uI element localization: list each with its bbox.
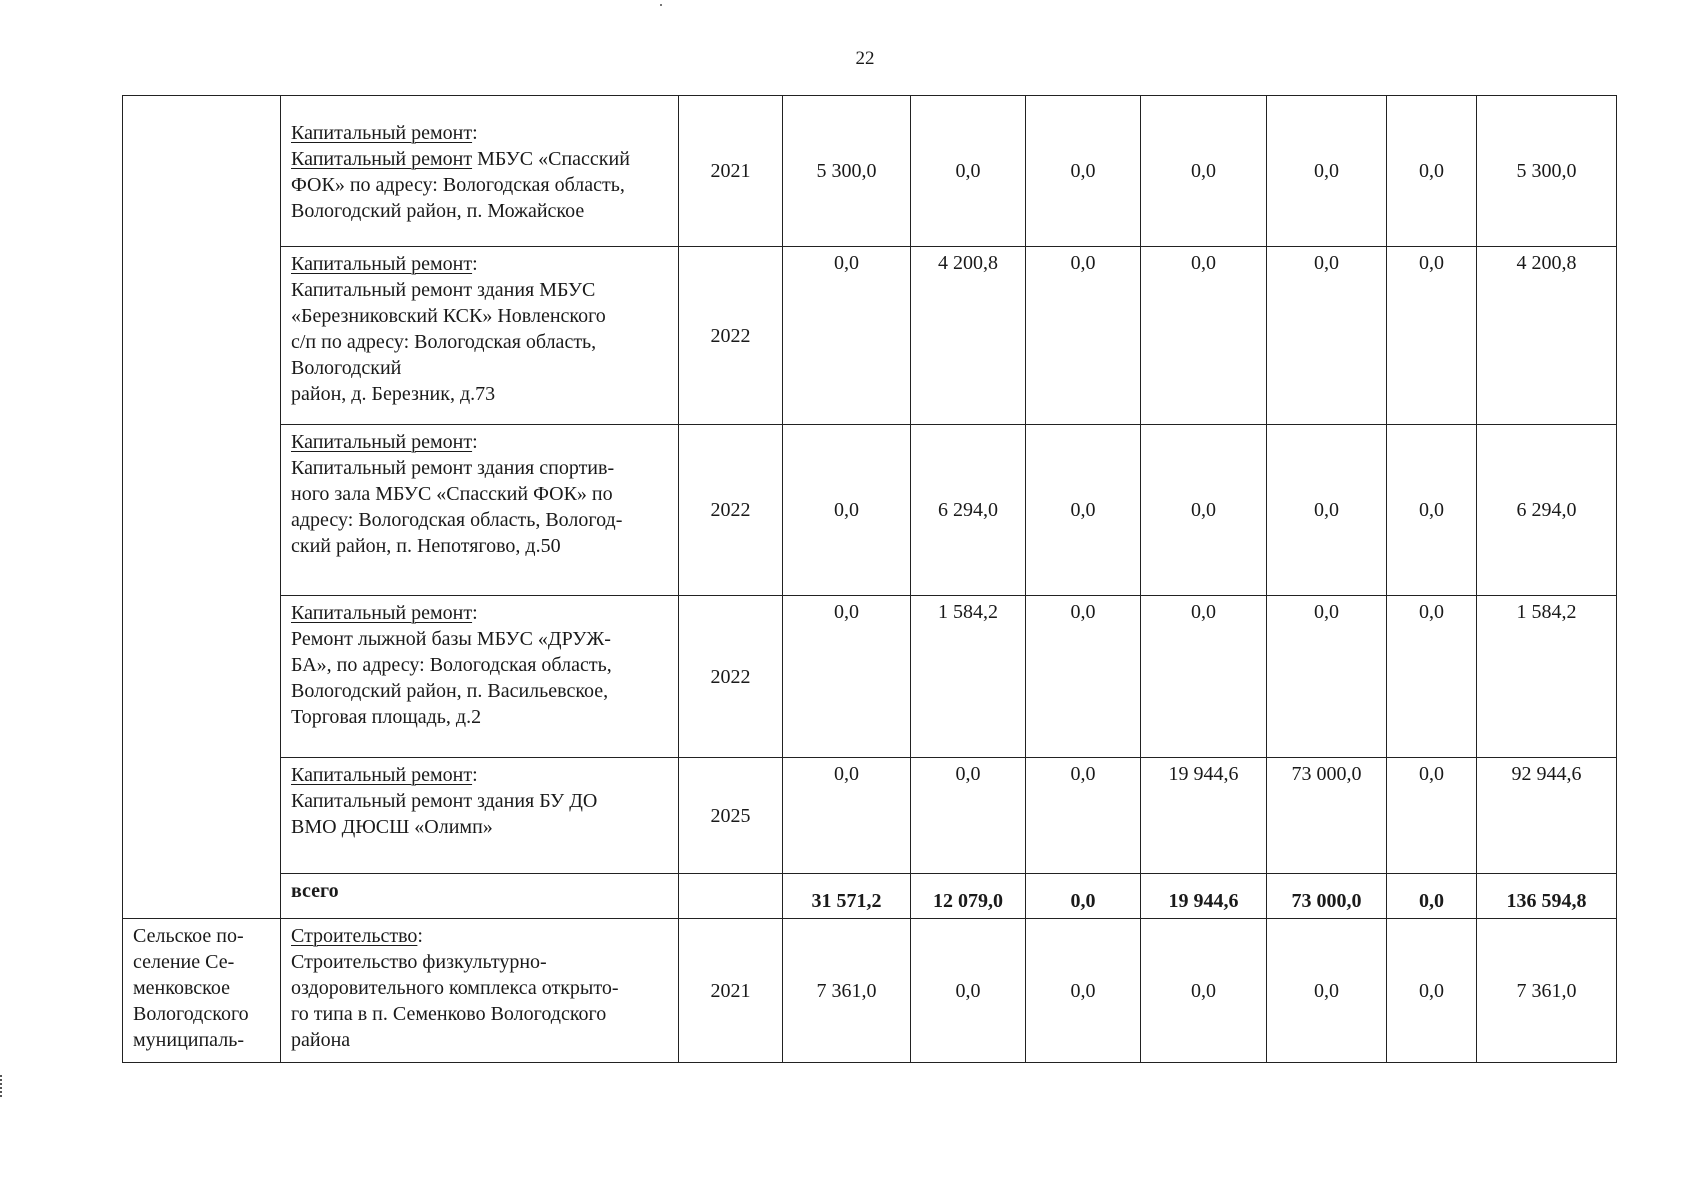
value-cell: 0,0 (1387, 96, 1477, 247)
value-cell: 0,0 (1387, 247, 1477, 425)
value-cell: 0,0 (783, 596, 911, 758)
value-cell-total: 92 944,6 (1477, 758, 1617, 874)
row-text-line: ного зала МБУС «Спасский ФОК» по (291, 483, 613, 505)
row-text-rest: МБУС «Спасский (472, 148, 630, 170)
value-cell: 73 000,0 (1267, 758, 1387, 874)
row-label: Капитальный ремонт (291, 431, 473, 453)
municipality-line: селение Се- (133, 951, 235, 973)
row-text-line: БА», по адресу: Вологодская область, (291, 654, 612, 676)
value-cell: 0,0 (1026, 596, 1141, 758)
value-cell: 5 300,0 (783, 96, 911, 247)
table-row (123, 919, 1617, 1063)
total-value-grand: 136 594,8 (1477, 874, 1617, 919)
table-row (123, 425, 1617, 596)
value-cell-total: 7 361,0 (1477, 919, 1617, 1063)
value-cell: 0,0 (1387, 758, 1477, 874)
row-text-line: адресу: Вологодская область, Вологод- (291, 509, 623, 531)
row-text-line: Строительство физкультурно- (291, 951, 547, 973)
row-label: Капитальный ремонт (291, 253, 473, 275)
value-cell: 0,0 (911, 96, 1026, 247)
value-cell: 0,0 (911, 758, 1026, 874)
row-text-line: го типа в п. Семенково Вологодского (291, 1003, 607, 1025)
value-cell: 6 294,0 (911, 425, 1026, 596)
description-cell: Капитальный ремонт: Капитальный ремонт МБУС «Спасский ФОК» по адресу: Вологодская область, Вологодский район, п. Можайское (281, 96, 679, 247)
description-cell: Капитальный ремонт: Ремонт лыжной базы МБУС «ДРУЖ- БА», по адресу: Вологодская область, Вологодский район, п. Васильевское, Торговая площадь, д.2 (281, 596, 679, 758)
municipality-line: Сельское по- (133, 925, 244, 947)
municipality-line: Вологодского (133, 1003, 249, 1025)
total-value: 73 000,0 (1267, 874, 1387, 919)
table-row (123, 96, 1617, 247)
row-label: Капитальный ремонт (291, 122, 473, 144)
table-row (123, 596, 1617, 758)
row-text-line: с/п по адресу: Вологодская область, (291, 331, 597, 353)
municipality-line: муниципаль- (133, 1029, 244, 1051)
row-text-line: оздоровительного комплекса открыто- (291, 977, 619, 999)
description-cell: Капитальный ремонт: Капитальный ремонт здания БУ ДО ВМО ДЮСШ «Олимп» (281, 758, 679, 874)
total-value: 0,0 (1026, 874, 1141, 919)
row-label: Капитальный ремонт (291, 764, 473, 786)
value-cell: 0,0 (1267, 596, 1387, 758)
description-cell: Капитальный ремонт: Капитальный ремонт здания МБУС «Березниковский КСК» Новленского с/п по адресу: Вологодская область, Вологодский район, д. Березник, д.73 (281, 247, 679, 425)
row-text-line: Капитальный ремонт здания спортив- (291, 457, 615, 479)
value-cell: 0,0 (1026, 758, 1141, 874)
row-text-line: «Березниковский КСК» Новленского (291, 305, 606, 327)
value-cell: 0,0 (1026, 247, 1141, 425)
row-text-line: района (291, 1029, 351, 1051)
year-cell: 2021 (679, 96, 783, 247)
description-cell: Строительство: Строительство физкультурно- оздоровительного комплекса открыто- го типа в п. Семенково Вологодского района (281, 919, 679, 1063)
total-year-empty (679, 874, 783, 919)
total-value: 19 944,6 (1141, 874, 1267, 919)
total-row (123, 874, 1617, 919)
value-cell: 0,0 (1387, 596, 1477, 758)
year-cell: 2021 (679, 919, 783, 1063)
row-text-prefix: Капитальный ремонт (291, 148, 473, 170)
margin-mark (0, 1075, 5, 1097)
year-cell: 2022 (679, 596, 783, 758)
value-cell: 0,0 (911, 919, 1026, 1063)
row-text-line: Вологодский район, п. Васильевское, (291, 680, 609, 702)
row-text-line: Торговая площадь, д.2 (291, 706, 482, 728)
value-cell: 0,0 (1267, 247, 1387, 425)
value-cell: 0,0 (1141, 96, 1267, 247)
municipality-cell-empty (123, 96, 281, 919)
year-cell: 2022 (679, 247, 783, 425)
value-cell: 0,0 (783, 247, 911, 425)
page-number: 22 (855, 48, 875, 69)
budget-table (122, 95, 1617, 1063)
row-text-line: ВМО ДЮСШ «Олимп» (291, 816, 493, 838)
row-label: Капитальный ремонт (291, 602, 473, 624)
year-cell: 2022 (679, 425, 783, 596)
value-cell: 0,0 (1141, 919, 1267, 1063)
row-text-line: Ремонт лыжной базы МБУС «ДРУЖ- (291, 628, 611, 650)
value-cell: 1 584,2 (911, 596, 1026, 758)
row-text-line: Капитальный ремонт здания МБУС (291, 279, 596, 301)
municipality-cell (123, 919, 281, 1063)
row-label: Строительство (291, 925, 418, 947)
value-cell: 0,0 (1141, 425, 1267, 596)
value-cell-total: 4 200,8 (1477, 247, 1617, 425)
value-cell: 0,0 (1267, 425, 1387, 596)
value-cell: 0,0 (1267, 919, 1387, 1063)
municipality-line: менковское (133, 977, 230, 999)
total-value: 31 571,2 (783, 874, 911, 919)
total-value: 12 079,0 (911, 874, 1026, 919)
value-cell: 0,0 (1026, 96, 1141, 247)
value-cell: 19 944,6 (1141, 758, 1267, 874)
value-cell-total: 1 584,2 (1477, 596, 1617, 758)
row-text-line: Вологодский район, п. Можайское (291, 200, 585, 222)
value-cell-total: 5 300,0 (1477, 96, 1617, 247)
description-cell: Капитальный ремонт: Капитальный ремонт здания спортив- ного зала МБУС «Спасский ФОК» по адресу: Вологодская область, Вологод- ский район, п. Непотягово, д.50 (281, 425, 679, 596)
value-cell: 0,0 (1141, 247, 1267, 425)
value-cell: 0,0 (783, 758, 911, 874)
value-cell: 4 200,8 (911, 247, 1026, 425)
row-text-line: Капитальный ремонт здания БУ ДО (291, 790, 598, 812)
total-value: 0,0 (1387, 874, 1477, 919)
table-row (123, 247, 1617, 425)
value-cell: 0,0 (1387, 919, 1477, 1063)
scan-speck (660, 4, 662, 6)
value-cell: 7 361,0 (783, 919, 911, 1063)
value-cell: 0,0 (1141, 596, 1267, 758)
value-cell-total: 6 294,0 (1477, 425, 1617, 596)
year-cell: 2025 (679, 758, 783, 874)
total-label: всего (281, 874, 679, 919)
value-cell: 0,0 (783, 425, 911, 596)
row-text-line: ский район, п. Непотягово, д.50 (291, 535, 561, 557)
row-text-line: район, д. Березник, д.73 (291, 383, 496, 405)
value-cell: 0,0 (1026, 425, 1141, 596)
value-cell: 0,0 (1026, 919, 1141, 1063)
table-row (123, 758, 1617, 874)
row-text-line: ФОК» по адресу: Вологодская область, (291, 174, 625, 196)
value-cell: 0,0 (1267, 96, 1387, 247)
value-cell: 0,0 (1387, 425, 1477, 596)
row-text-line: Вологодский (291, 357, 402, 379)
